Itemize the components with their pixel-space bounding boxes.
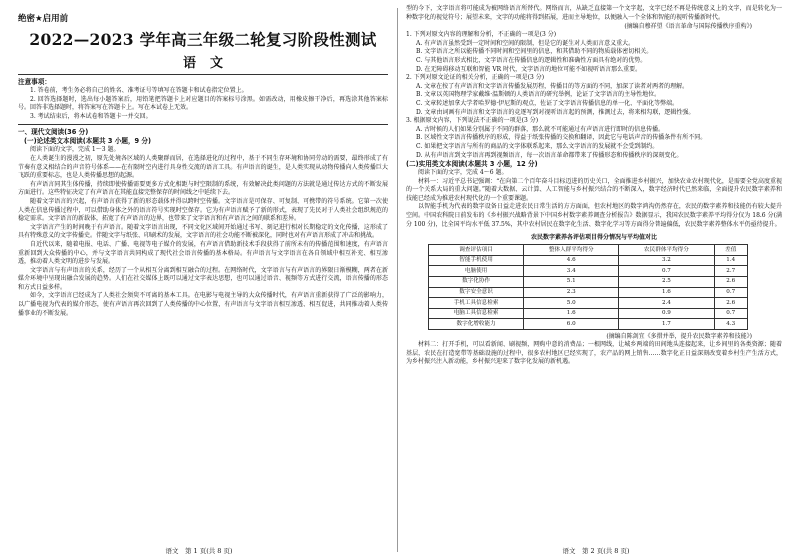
section-heading: 一、现代文阅读(36 分) xyxy=(18,128,89,137)
table-cell: 5.1 xyxy=(524,277,619,288)
question-stem: 1. 下列对原文内容的理解和分析，不正确的一项是(3 分) xyxy=(406,31,557,39)
table-row xyxy=(429,277,748,288)
material-paragraph: 以智能手机为代表的数字设备日益走进农民日常生活的方方面面，但农村地区的数字鸿沟仍然存在，农民的数字素养和技能仍有较大提升空间。中国农科院日前发布的《乡村振兴战略背景下中国乡村数字素养调查分析报告》数据显示，我国农民数字素养平均得分仅为 18.6 分(满分 100 分)，比全国平均水平低 37.5%，其中农村居民在数字化生活、数字化学习等方面得分普遍偏低，农民数字素养整体水平仍亟待提升。 xyxy=(406,203,782,228)
passage-paragraph: 文字语言产生的时间晚于有声语言。随着文字语言出现，不同文化区域间开始通过书写、刻记进行相对长期稳定的文化传播，这形成了具有特殊意义的文字传播史。伴随文字与纸张、印刷术的发展，文字语言的社会功能不断被深化，同时也对有声语言形成了冲击和挑战。 xyxy=(18,223,388,240)
table-cell: 2.3 xyxy=(524,287,619,298)
note-item: 3. 考试结束后，将本试卷和答题卡一并交回。 xyxy=(30,112,152,120)
subject-title: 语文 xyxy=(182,56,237,71)
table-cell: 2.6 xyxy=(714,298,747,309)
question-option: B. 文章以英国物理学家戴维·温斯顿的人类语言的研究举例，论证了文字语言的主导性地位。 xyxy=(416,91,661,99)
table-cell: 数字化协作 xyxy=(429,277,524,288)
table-cell: 3.2 xyxy=(619,255,714,266)
table-cell: 2.6 xyxy=(714,277,747,288)
page-footer: 语文 第 1 页(共 8 页) xyxy=(165,547,233,555)
data-table xyxy=(428,244,748,330)
passage-paragraph: 有声语言同其生体传播，持续即使传播需要更多方式化相距与时空限制的系统，有效解决此类问题的方法就是通过传达方式的不断发展方面进行。这些特征决定了有声语言在其能直接完整保存的时间线之中延续下去。 xyxy=(18,180,388,197)
question-option: B. 文字语言之所以能传播不同时间和空间里的信息，和其借助不同的物质载体密切相关。 xyxy=(416,48,653,56)
table-header-cell: 差值 xyxy=(714,245,747,256)
table-cell: 0.7 xyxy=(714,308,747,319)
table-cell: 4.3 xyxy=(714,319,747,330)
note-item: 1. 答卷前，考生务必将自己的姓名、准考证号等填写在答题卡和试卷指定位置上。 xyxy=(30,87,248,94)
question-option: A. 古时候的人们如果分别属于不同的群落，那么就不可能通过有声语言进行即时的信息传播。 xyxy=(416,125,665,133)
question-option: C. 文章转述加拿大学者哈罗德·伊尼斯的观点，佐证了文字语言传播信息的单一化、平面化等弊端。 xyxy=(416,99,679,107)
question-option: C. 如果把文字语言与所有的商品的文字体联系起来，那么文字语言的发展就不会受到制约。 xyxy=(416,142,659,150)
passage-paragraph: 随着文字语言的兴起，有声语言获得了新的形态载体并得以跨时空传播。文字语言是可保存、可复制、可携带的符号系统。它第一次使人类在信息传播过程中，可以借助身体之外的语言符号实现时空保存。它为有声语言赋予了新的形式，表现了先民对于人类社会组织规范的稳定需求。文字语言的新载体，拓宽了有声语言的边界，也带来了文字语言和有声语言之间的联系和差异。 xyxy=(18,197,388,223)
question-option: D. 在无障碍移动互联和智能 VR 时代，文字语言的地位可能不如视听语言那么重要。 xyxy=(416,65,642,73)
sub-section-heading: (一)论述类文本阅读(本题共 3 小题，9 分) xyxy=(24,137,152,146)
table-row xyxy=(429,255,748,266)
table-cell: 数字化增收能力 xyxy=(429,319,524,330)
table-cell: 0.9 xyxy=(619,308,714,319)
table-row xyxy=(429,319,748,330)
table-cell: 1.6 xyxy=(619,287,714,298)
table-cell: 2.7 xyxy=(714,266,747,277)
question-option: C. 与其他语言形式相比，文字语言在传播信息的逻辑性和准确性方面具有绝对的优势。 xyxy=(416,56,647,64)
notes-rule xyxy=(18,124,388,125)
question-option: B. 区域性文字语言传播秩序的形成，得益于纸张传播的交换和翻译，因此它与电话声音的传播条件有所不同。 xyxy=(416,134,707,142)
table-cell: 0.7 xyxy=(619,266,714,277)
page-two xyxy=(398,0,794,560)
question-option: D. 文章由词画有声语言和文字语言的竞逐写到对视听语言起的预测，推测过去，将来相勾联，逻辑性强。 xyxy=(416,108,695,116)
note-item: 2. 回答选择题时，选出每小题答案后，用铅笔把答题卡上对应题目的答案标号涂黑。如需改动，用橡皮擦干净后，再选涂其他答案标号。回答非选择题时，将答案写在答题卡上。写在本试卷上无效。 xyxy=(18,95,388,112)
table-header-row xyxy=(429,245,748,256)
material-paragraph: 材料一：习近平总书记强调：“在向第二个百年奋斗目标迈进的历史关口，全面推进乡村振兴，加快农业农村现代化，是需要全党高度重视的一个关系大局的重大问题。”随着大数据、云计算、人工智能与乡村振兴结合的不断深入，数字经济时代已然来临，全面提升农民数字素养和技能已经成为推进农村现代化的一个重要课题。 xyxy=(406,177,782,202)
table-row xyxy=(429,287,748,298)
table-header-cell: 调查评估项目 xyxy=(429,245,524,256)
confidential-mark: 绝密★启用前 xyxy=(18,14,69,24)
table-cell: 手机工具信息检索 xyxy=(429,298,524,309)
source-citation: (摘编自陈剑宜《多措并举，提升农民数字素养和技能》) xyxy=(606,333,752,340)
table-cell: 电脑使用 xyxy=(429,266,524,277)
question-option: D. 从有声语言到文字语言再到视频语言，每一次语言革命都带来了传播形态和传播秩序的深刻变化。 xyxy=(416,151,683,159)
table-header-cell: 整体人群平均得分 xyxy=(524,245,619,256)
passage-paragraph: 型的今下，文字语言将可能成为被网络语言所替代。网络而言，从缺乏直接第一个文字起，文字已经不再是传统意义上的文字，而是转化为一种数字化的视觉符号；展望未来，文字的功能将得到拓展，进而主导地位，以便融入一个全体和智能的视听传播新时代。 xyxy=(406,5,782,21)
table-caption: 农民数字素养各评估项目得分情况与平均值对比 xyxy=(530,234,657,242)
reading-instruction: 阅读下面的文字，完成 1～3 题。 xyxy=(30,146,120,154)
table-cell: 0.7 xyxy=(714,287,747,298)
page-footer: 语文 第 2 页(共 8 页) xyxy=(562,547,630,555)
question-option: A. 文章在按了有声语言和文字语言传播发展历程，传播目的等方面的不同，加深了读者对两者的理解。 xyxy=(416,82,689,90)
notes-heading: 注意事项： xyxy=(18,78,51,86)
question-stem: 2. 下列对原文论证的相关分析，正确的一项是(3 分) xyxy=(406,74,545,82)
table-cell: 智能手机使用 xyxy=(429,255,524,266)
material-paragraph: 材料二：打开手机，可以看新闻、刷视频，网购中意的消费品；一根网线，让城乡两端的田间地头连接起来，让乡间里的各类资源；随着基层，农民在打造宽带等基础设施的过程中，很多农村地区已经实现了，农产品的网上销售……数字化正日益深刻改变着乡村生产生活方式，为乡村振兴注入新动能，乡村振兴迎来了数字化发展的新机遇。 xyxy=(406,341,782,366)
exam-title: 2022—2023 学年高三年级二轮复习阶段性测试 xyxy=(29,30,377,49)
table-row xyxy=(429,308,748,319)
table-row xyxy=(429,266,748,277)
table-cell: 4.6 xyxy=(524,255,619,266)
table-cell: 电脑工具信息检索 xyxy=(429,308,524,319)
passage-paragraph: 如今，文字语言已经成为了人类社会须臾不可离的基本工具。在电影与电视主导的大众传播时代，有声语言重新获得了广泛的影响力，以广播电视为代表的媒介形态，使有声语言再次回到了人类传播的中心位置，有声语言与文字语言相互渗透、相互促进，共同推动着人类传播事业的不断发展。 xyxy=(18,292,388,317)
passage-paragraph: 文字语言与有声语言的关系，经历了一个从相互分离到相互融合的过程。在网络时代，文字语言与有声语言的界限日渐模糊，两者在新媒介环境中呈现出融合发展的趋势。人们在社交媒体上既可以通过文字表达思想，也可以通过语音、视频等方式进行交流，语言传播的形态和方式日益多样。 xyxy=(18,266,388,291)
table-cell: 2.4 xyxy=(619,298,714,309)
reading-instruction: 阅读下面的文字，完成 4～6 题。 xyxy=(418,169,508,177)
source-citation: (摘编自穆祥望《语言革命与国际传播秩序重构》) xyxy=(624,23,752,31)
sub-section-heading: (二)实用类文本阅读(本题共 3 小题，12 分) xyxy=(406,160,538,169)
question-stem: 3. 根据原文内容，下列说法不正确的一项是(3 分) xyxy=(406,117,539,125)
table-cell: 1.4 xyxy=(714,255,747,266)
question-option: A. 有声语言虽然受到一定时间和空间的限制，但是它的诞生对人类而言意义重大。 xyxy=(416,39,635,47)
table-cell: 6.0 xyxy=(524,319,619,330)
table-cell: 数字安全意识 xyxy=(429,287,524,298)
table-row xyxy=(429,298,748,309)
table-cell: 5.0 xyxy=(524,298,619,309)
table-cell: 3.4 xyxy=(524,266,619,277)
table-header-cell: 农民群体平均得分 xyxy=(619,245,714,256)
table-cell: 2.5 xyxy=(619,277,714,288)
passage-paragraph: 自近代以来，随着电报、电话、广播、电视等电子媒介的发展，有声语言借助新技术手段获得了前所未有的传播范围和速度，有声语言重新回到大众传播的中心，并与文字语言共同构成了现代社会语言传播的基本格局。有声语言与文字语言在各自领域中相互补充、相互渗透，推动着人类文明的进步与发展。 xyxy=(18,240,388,266)
passage-paragraph: 在人类诞生的漫漫之初，原先处境各区域的人类聚群而居，在选择进化的过程中，基于不同生存环境和协同劳动的需要，最终形成了有节奏有意义相结合的声音符号体系——在有限时空内进行具身性交流的语言工具。有声语言的诞生，是人类实现从动物传播向人类传播巨大飞跃的重要标志，也是人类传播思想的起源。 xyxy=(18,154,388,180)
table-cell: 1.7 xyxy=(619,319,714,330)
header-rule xyxy=(18,74,388,75)
table-cell: 1.6 xyxy=(524,308,619,319)
